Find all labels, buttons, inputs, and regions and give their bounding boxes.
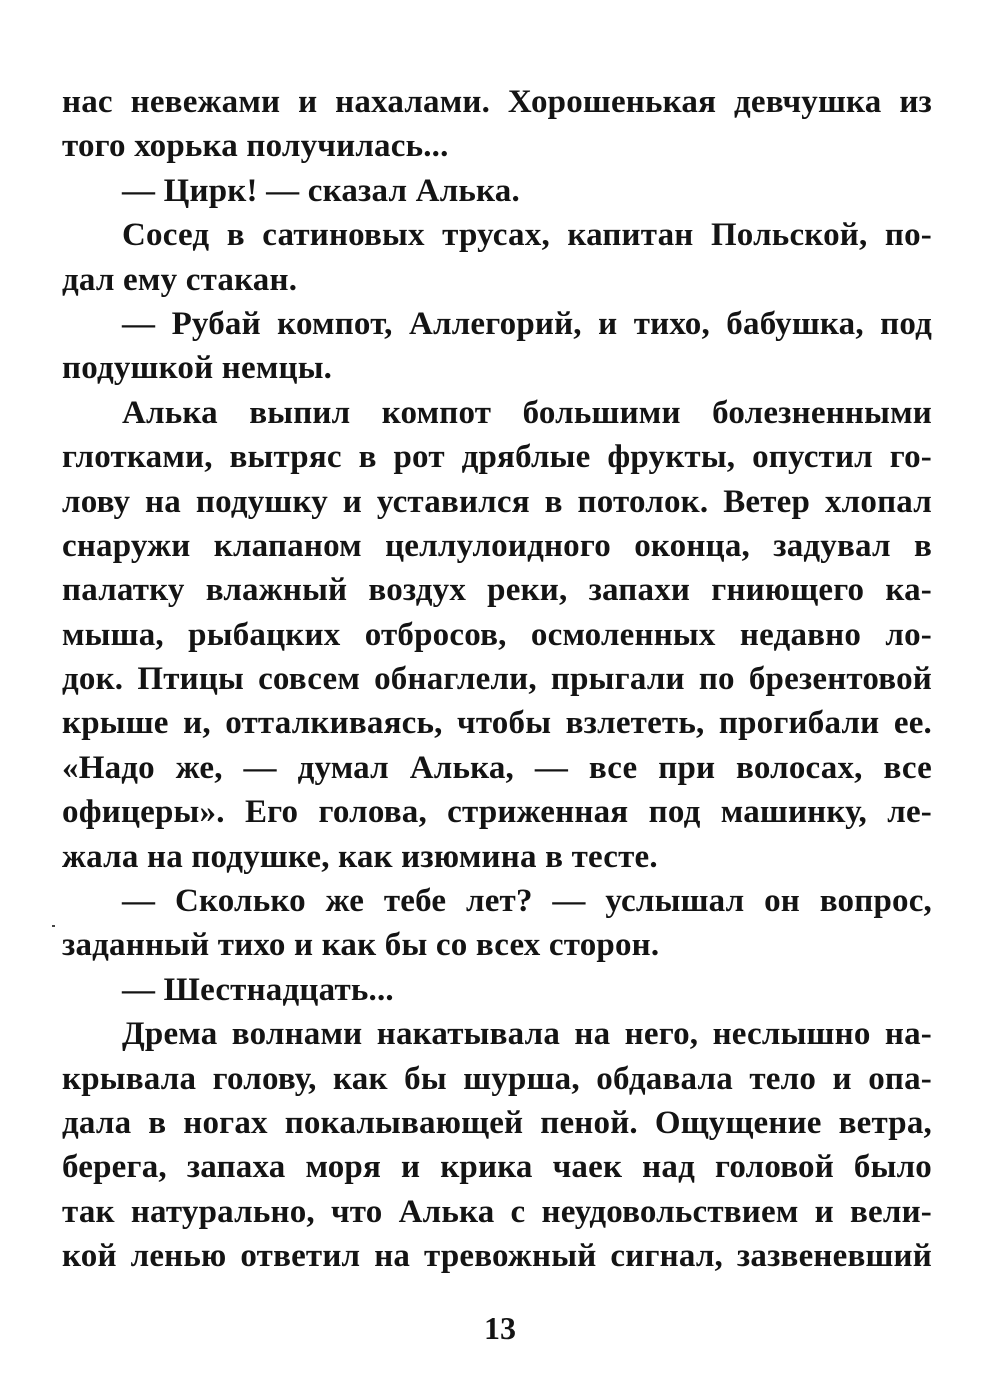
text-line: дал ему стакан. <box>62 261 298 298</box>
text-line: палатку влажный воздух реки, запахи гниющего ка- <box>62 572 932 609</box>
text-line: берега, запаха моря и крика чаек над головой было <box>62 1149 932 1186</box>
text-line: дала в ногах покалывающей пеной. Ощущение ветра, <box>62 1104 932 1141</box>
text-line: мыша, рыбацких отбросов, осмоленных недавно ло- <box>62 616 932 653</box>
text-line: Сосед в сатиновых трусах, капитан Польской, по- <box>122 217 932 254</box>
text-line: «Надо же, — думал Алька, — все при волосах, все <box>62 749 932 786</box>
text-line: — Сколько же тебе лет? — услышал он вопрос, <box>122 883 932 920</box>
text-line: лову на подушку и уставился в потолок. Ветер хлопал <box>62 483 932 520</box>
text-line: глотками, вытряс в рот дряблые фрукты, опустил го- <box>62 439 932 476</box>
text-line: снаружи клапаном целлулоидного оконца, задувал в <box>62 527 932 564</box>
text-line: нас невежами и нахалами. Хорошенькая девчушка из <box>62 84 932 120</box>
print-speck <box>52 925 55 927</box>
text-line: крывала голову, как бы шурша, обдавала тело и опа- <box>62 1060 932 1097</box>
page-text <box>62 80 932 1279</box>
text-line: заданный тихо и как бы со всех сторон. <box>62 927 660 964</box>
text-line: — Цирк! — сказал Алька. <box>122 172 520 209</box>
text-line: жала на подушке, как изюмина в тесте. <box>62 838 658 875</box>
text-line: док. Птицы совсем обнаглели, прыгали по брезентовой <box>62 661 932 698</box>
text-line: крыше и, отталкиваясь, чтобы взлететь, прогибали ее. <box>62 705 932 742</box>
text-line: офицеры». Его голова, стриженная под машинку, ле- <box>62 794 932 831</box>
text-line: — Рубай компот, Аллегорий, и тихо, бабушка, под <box>122 305 932 342</box>
text-line: Алька выпил компот большими болезненными <box>122 394 932 431</box>
text-line: Дрема волнами накатывала на него, неслышно на- <box>122 1016 932 1053</box>
text-line: того хорька получилась... <box>62 128 449 165</box>
text-line: кой ленью ответил на тревожный сигнал, зазвеневший <box>62 1238 932 1275</box>
text-line: — Шестнадцать... <box>122 971 394 1008</box>
page-number: 13 <box>484 1310 516 1346</box>
text-line: так натурально, что Алька с неудовольствием и вели- <box>62 1193 932 1230</box>
text-line: подушкой немцы. <box>62 350 333 387</box>
